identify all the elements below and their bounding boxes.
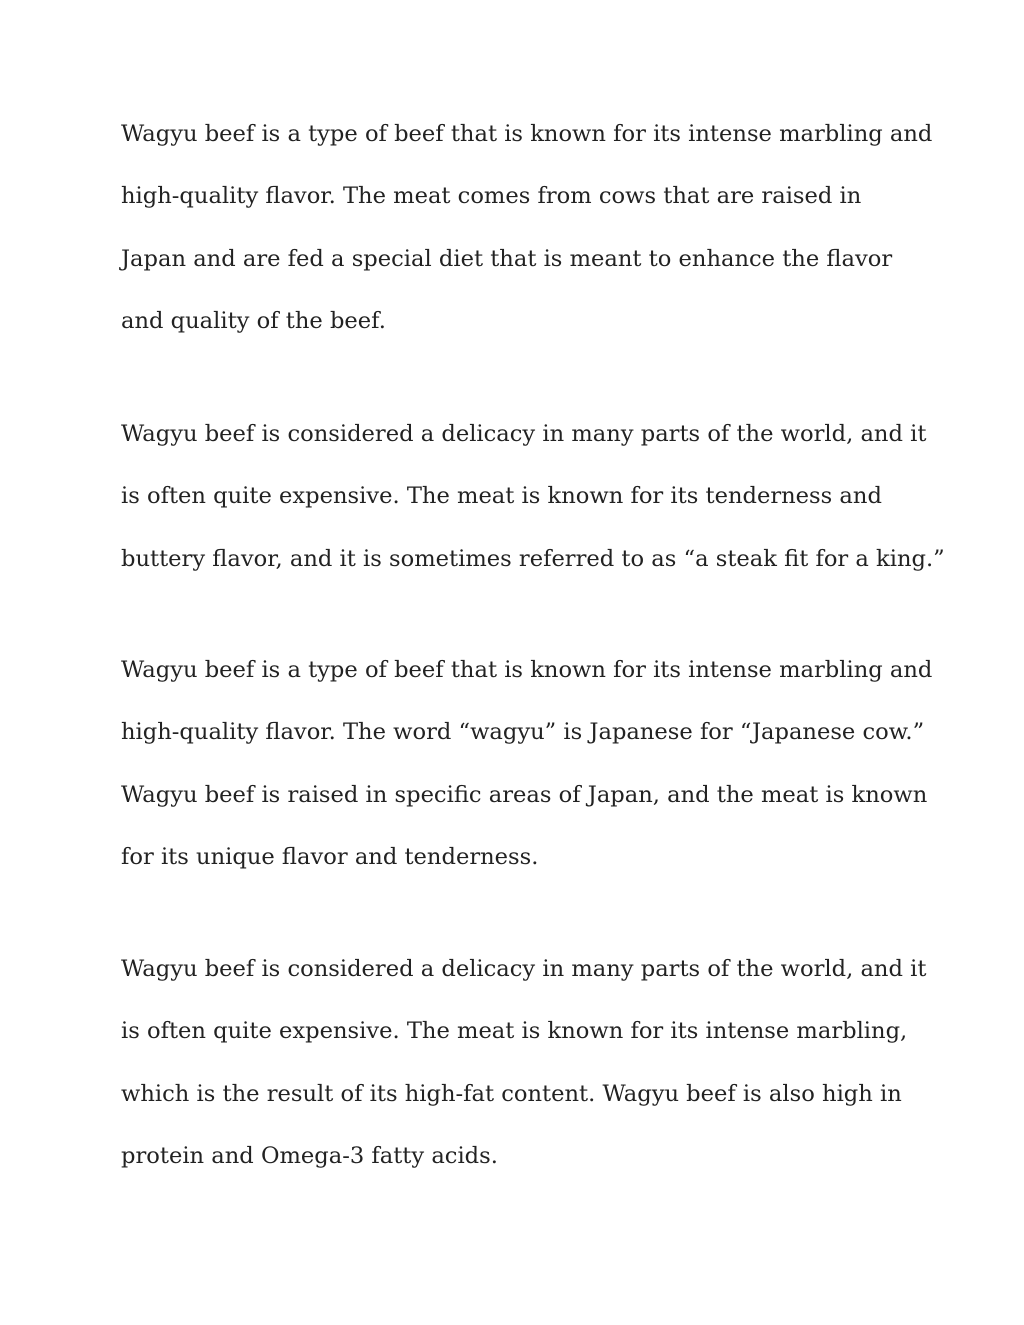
paragraph-line: high-quality flavor. The word “wagyu” is Japanese for “Japanese cow.”: [121, 719, 925, 746]
paragraph-line: Wagyu beef is a type of beef that is known for its intense marbling and: [121, 657, 933, 683]
paragraph-4: [121, 938, 927, 1188]
paragraph-line: high-quality flavor. The meat comes from cows that are raised in: [121, 183, 862, 210]
paragraph-line: Japan and are fed a special diet that is meant to enhance the flavor: [121, 245, 893, 272]
paragraph-line: is often quite expensive. The meat is known for its intense marbling,: [121, 1018, 908, 1045]
paragraph-line: is often quite expensive. The meat is known for its tenderness and: [121, 483, 882, 510]
paragraph-line: Wagyu beef is a type of beef that is known for its intense marbling and: [121, 121, 933, 147]
paragraph-3: [121, 639, 933, 889]
paragraph-line: Wagyu beef is raised in specific areas of Japan, and the meat is known: [121, 781, 928, 808]
paragraph-line: for its unique flavor and tenderness.: [121, 844, 539, 871]
paragraph-line: Wagyu beef is considered a delicacy in many parts of the world, and it: [121, 421, 927, 447]
paragraph-line: Wagyu beef is considered a delicacy in many parts of the world, and it: [121, 956, 927, 982]
paragraph-line: which is the result of its high-fat content. Wagyu beef is also high in: [121, 1080, 902, 1107]
paragraph-1: [121, 103, 933, 353]
paragraph-line: buttery flavor, and it is sometimes referred to as “a steak fit for a king.”: [121, 545, 945, 572]
paragraph-line: and quality of the beef.: [121, 308, 386, 335]
paragraph-line: protein and Omega-3 fatty acids.: [121, 1143, 498, 1170]
paragraph-2: [121, 403, 945, 590]
